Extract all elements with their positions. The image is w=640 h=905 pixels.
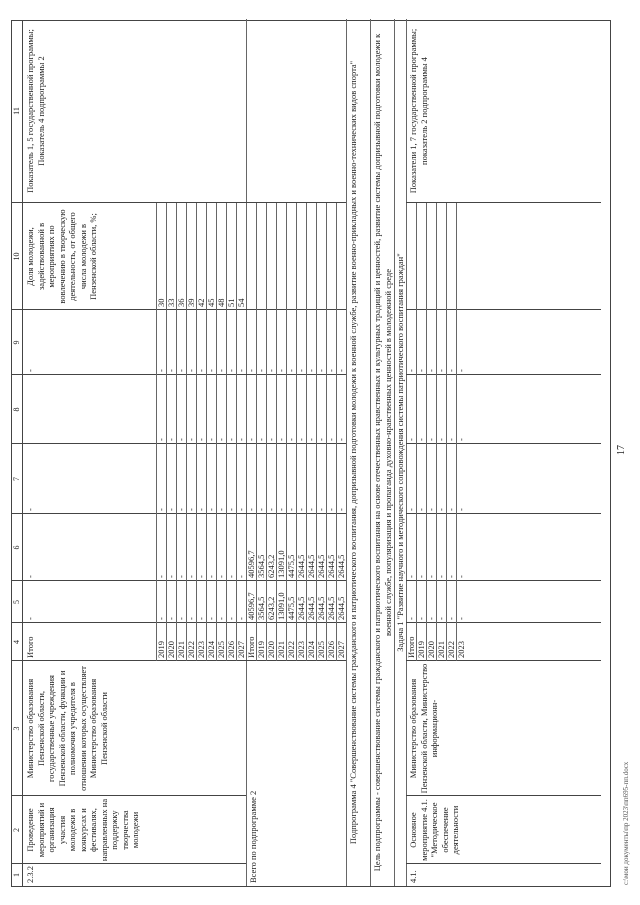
value-cell: 2644,5: [316, 554, 326, 578]
value-cell: -: [226, 617, 236, 620]
value-cell: -: [296, 508, 306, 511]
value-cell: -: [436, 575, 446, 578]
column-divider: [22, 580, 246, 581]
value-cell: -: [176, 575, 186, 578]
value-cell: -: [156, 438, 166, 441]
value-cell: -: [426, 438, 436, 441]
value-cell: 6243,2: [266, 554, 276, 578]
value-cell: 4475,5: [286, 596, 296, 620]
value-cell: -: [426, 508, 436, 511]
value-cell: -: [446, 438, 456, 441]
year-cell: 2021: [176, 641, 186, 658]
value-cell: 2644,5: [336, 596, 346, 620]
value-cell: -: [436, 438, 446, 441]
value-cell: -: [236, 438, 246, 441]
year-cell: 2021: [276, 641, 286, 658]
value-cell: -: [236, 617, 246, 620]
measure-name: Основное мероприятие 4.1. "Методическое обеспечение деятельности: [408, 799, 460, 861]
value-cell: -: [416, 508, 426, 511]
column-divider: [406, 863, 601, 864]
year-cell: 2024: [206, 641, 216, 658]
value-cell: -: [426, 575, 436, 578]
row-line: [156, 203, 157, 661]
value-cell: -: [416, 617, 426, 620]
value-cell: 2644,5: [336, 554, 346, 578]
indicator-value: 33: [166, 298, 176, 307]
value-cell: -: [206, 575, 216, 578]
year-cell: 2023: [296, 641, 306, 658]
value-cell: -: [236, 575, 246, 578]
value-cell: -: [196, 617, 206, 620]
indicator-value: 51: [226, 298, 236, 307]
row-line: [326, 203, 327, 661]
total-value: -: [406, 575, 416, 578]
row-line: [206, 203, 207, 661]
program-reference: Показатели 1, 7 государственной программы; показатель 2 подпрограммы 4: [408, 28, 429, 194]
row-line: [226, 203, 227, 661]
column-number: 5: [12, 600, 21, 604]
row-line: [296, 203, 297, 661]
value-cell: -: [436, 617, 446, 620]
measure-name: Проведение мероприятий и организация участия молодежи в конкурсах и фестивалях, направленных на поддержку творчества молодежи: [25, 798, 140, 862]
value-cell: 2644,5: [296, 554, 306, 578]
row-line: [266, 203, 267, 661]
row-line: [166, 203, 167, 661]
total-value: -: [406, 438, 416, 441]
value-cell: -: [166, 575, 176, 578]
row-line: [436, 203, 437, 661]
column-divider: [22, 660, 246, 661]
value-cell: -: [196, 508, 206, 511]
total-value: -: [25, 617, 35, 620]
value-cell: -: [336, 508, 346, 511]
total-value: -: [25, 508, 35, 511]
value-cell: -: [256, 438, 266, 441]
value-cell: -: [166, 617, 176, 620]
year-cell: 2019: [416, 641, 426, 658]
executor: Министерство образования Пензенской области, Министерство информационн-: [408, 663, 439, 794]
value-cell: -: [336, 438, 346, 441]
subprogram-goal: Цель подпрограммы - совершенствование системы гражданского и патриотического воспитания на основе отечественных нравственных и культурных традиций и ценностей, развитие системы допризывной подготовки молодежи к военной службе, популяризация и пропаганда духовно-нравственных ценностей в молодежной среде: [372, 33, 393, 872]
value-cell: -: [156, 508, 166, 511]
value-cell: -: [176, 617, 186, 620]
row-line: [216, 203, 217, 661]
column-number: 7: [12, 477, 21, 481]
value-cell: -: [416, 438, 426, 441]
indicator-value: 42: [196, 298, 206, 307]
value-cell: -: [266, 369, 276, 372]
column-number: 9: [12, 340, 21, 345]
column-number: 1: [12, 873, 21, 877]
year-cell: 2023: [456, 641, 466, 658]
year-cell: 2021: [436, 641, 446, 658]
value-cell: -: [226, 369, 236, 372]
row-line: [456, 203, 457, 661]
value-cell: -: [156, 617, 166, 620]
program-table: [11, 20, 611, 887]
footer-path: c:\мои документы\пр 2023\пп695-пп.docx: [622, 761, 630, 885]
column-divider: [12, 513, 22, 514]
year-cell: 2022: [186, 641, 196, 658]
value-cell: -: [296, 369, 306, 372]
total-value: -: [406, 369, 416, 372]
value-cell: 13091,0: [276, 592, 286, 620]
value-cell: -: [416, 575, 426, 578]
column-number: 8: [12, 407, 21, 412]
value-cell: -: [436, 369, 446, 372]
value-cell: 40596,7: [246, 592, 256, 620]
value-cell: 40596,7: [246, 550, 256, 578]
year-cell: 2025: [216, 641, 226, 658]
value-cell: 3564,5: [256, 596, 266, 620]
column-number: 10: [12, 252, 21, 261]
row-line: [256, 203, 257, 661]
year-cell: 2027: [236, 641, 246, 658]
value-cell: -: [446, 369, 456, 372]
value-cell: -: [276, 508, 286, 511]
indicator-text: Доля молодежи, задействованной в мероприятиях по вовлечению в творческую деятельность, от общего числа молодежи в Пензенской области, %;: [25, 209, 98, 304]
value-cell: 13091,0: [276, 550, 286, 578]
value-cell: -: [456, 508, 466, 511]
value-cell: -: [176, 438, 186, 441]
total-label: Итого: [406, 636, 416, 658]
value-cell: -: [436, 508, 446, 511]
value-cell: -: [326, 438, 336, 441]
value-cell: -: [446, 508, 456, 511]
row-number: 2.3.2: [25, 866, 35, 883]
value-cell: -: [336, 369, 346, 372]
value-cell: -: [326, 508, 336, 511]
value-cell: -: [216, 438, 226, 441]
value-cell: -: [226, 438, 236, 441]
row-line: [426, 203, 427, 661]
value-cell: -: [186, 438, 196, 441]
value-cell: -: [186, 575, 196, 578]
value-cell: -: [456, 575, 466, 578]
total-value: -: [25, 575, 35, 578]
column-divider: [22, 863, 246, 864]
row-line: [186, 203, 187, 661]
value-cell: -: [306, 508, 316, 511]
value-cell: 2644,5: [326, 596, 336, 620]
row-line: [176, 203, 177, 661]
row-line: [236, 203, 237, 661]
column-number: 11: [12, 107, 21, 115]
value-cell: 2644,5: [316, 596, 326, 620]
value-cell: -: [426, 369, 436, 372]
value-cell: -: [316, 438, 326, 441]
column-divider: [406, 795, 601, 796]
value-cell: -: [156, 575, 166, 578]
year-cell: 2020: [266, 641, 276, 658]
column-divider: [12, 443, 22, 444]
row-line: [370, 19, 371, 886]
value-cell: -: [166, 508, 176, 511]
value-cell: -: [186, 617, 196, 620]
column-divider: [12, 660, 22, 661]
column-divider: [22, 513, 246, 514]
value-cell: -: [266, 508, 276, 511]
value-cell: -: [246, 508, 256, 511]
year-cell: 2022: [446, 641, 456, 658]
indicator-value: 36: [176, 298, 186, 307]
value-cell: 2644,5: [306, 554, 316, 578]
value-cell: -: [186, 369, 196, 372]
value-cell: -: [216, 508, 226, 511]
row-line: [346, 19, 347, 886]
value-cell: -: [256, 508, 266, 511]
year-cell: 2022: [286, 641, 296, 658]
value-cell: -: [206, 438, 216, 441]
column-divider: [12, 202, 22, 203]
indicator-value: 39: [186, 298, 196, 307]
value-cell: -: [186, 508, 196, 511]
value-cell: -: [166, 369, 176, 372]
column-divider: [22, 202, 246, 203]
value-cell: -: [426, 617, 436, 620]
value-cell: -: [456, 617, 466, 620]
column-number: 3: [12, 726, 21, 731]
value-cell: -: [416, 369, 426, 372]
value-cell: -: [456, 369, 466, 372]
value-cell: -: [316, 508, 326, 511]
value-cell: -: [206, 508, 216, 511]
value-cell: -: [236, 508, 246, 511]
column-number: 4: [12, 640, 21, 644]
column-divider: [12, 309, 22, 310]
value-cell: -: [236, 369, 246, 372]
value-cell: -: [446, 575, 456, 578]
value-cell: -: [196, 575, 206, 578]
year-cell: 2020: [166, 641, 176, 658]
column-number: 6: [12, 545, 21, 550]
value-cell: -: [296, 438, 306, 441]
column-divider: [12, 622, 22, 623]
year-cell: 2024: [306, 641, 316, 658]
indicator-value: 30: [156, 298, 166, 307]
column-divider: [22, 795, 246, 796]
value-cell: -: [276, 369, 286, 372]
row-line: [246, 19, 247, 886]
column-divider: [22, 622, 246, 623]
value-cell: -: [306, 369, 316, 372]
row-line: [196, 203, 197, 661]
indicator-value: 54: [236, 298, 246, 307]
year-cell: 2025: [316, 641, 326, 658]
value-cell: -: [286, 369, 296, 372]
value-cell: -: [286, 438, 296, 441]
value-cell: -: [176, 508, 186, 511]
row-line: [336, 203, 337, 661]
executor: Министерство образования Пензенской области, государственные учреждения Пензенской области, функции и полномочия учредителя в отношении которых осуществляет Министерство образования Пензенской области: [25, 666, 109, 791]
value-cell: -: [326, 369, 336, 372]
row-number: 4.1.: [408, 870, 418, 883]
value-cell: -: [166, 438, 176, 441]
value-cell: -: [206, 369, 216, 372]
value-cell: -: [196, 369, 206, 372]
value-cell: 6243,2: [266, 596, 276, 620]
value-cell: -: [196, 438, 206, 441]
task-title: Задача 1 "Развитие научного и методического сопровождения системы патриотического воспитания граждан": [395, 253, 405, 652]
row-line: [306, 203, 307, 661]
value-cell: -: [456, 438, 466, 441]
total-value: -: [406, 508, 416, 511]
row-line: [286, 203, 287, 661]
indicator-value: 45: [206, 298, 216, 307]
value-cell: -: [216, 617, 226, 620]
value-cell: -: [256, 369, 266, 372]
value-cell: 4475,5: [286, 554, 296, 578]
row-line: [406, 19, 407, 886]
row-line: [416, 203, 417, 661]
page-number: 17: [616, 445, 627, 455]
year-cell: 2026: [226, 641, 236, 658]
value-cell: -: [216, 369, 226, 372]
value-cell: -: [246, 438, 256, 441]
subtotal-label: Всего по подпрограмме 2: [248, 790, 258, 883]
column-divider: [22, 374, 246, 375]
value-cell: -: [176, 369, 186, 372]
value-cell: -: [246, 369, 256, 372]
value-cell: -: [206, 617, 216, 620]
indicator-value: 48: [216, 298, 226, 307]
column-divider: [12, 580, 22, 581]
total-label: Итого: [25, 636, 35, 658]
column-divider: [12, 863, 22, 864]
value-cell: -: [276, 438, 286, 441]
row-line: [316, 203, 317, 661]
year-cell: 2027: [336, 641, 346, 658]
column-divider: [12, 374, 22, 375]
total-value: -: [25, 369, 35, 372]
value-cell: 2644,5: [306, 596, 316, 620]
value-cell: -: [226, 508, 236, 511]
subprogram-title: Подпрограмма 4 "Совершенствование системы гражданского и патриотического воспитания, допризывной подготовки молодежи к военной службе, развитие военно-прикладных и военно-технических видов спорта": [348, 60, 358, 845]
value-cell: -: [156, 369, 166, 372]
value-cell: -: [266, 438, 276, 441]
value-cell: 3564,5: [256, 554, 266, 578]
year-cell: 2020: [426, 641, 436, 658]
value-cell: 2644,5: [326, 554, 336, 578]
value-cell: -: [216, 575, 226, 578]
program-reference: Показатель 1, 5 государственной программы; Показатель 4 подпрограммы 2: [25, 29, 46, 193]
year-cell: 2019: [256, 641, 266, 658]
column-divider: [22, 443, 246, 444]
value-cell: -: [286, 508, 296, 511]
value-cell: -: [226, 575, 236, 578]
column-number: 2: [12, 828, 21, 832]
column-number-header: [12, 21, 23, 886]
column-divider: [22, 309, 246, 310]
value-cell: -: [316, 369, 326, 372]
year-cell: 2023: [196, 641, 206, 658]
row-line: [446, 203, 447, 661]
year-cell: Итого: [246, 636, 256, 658]
value-cell: -: [446, 617, 456, 620]
total-value: -: [406, 617, 416, 620]
year-cell: 2019: [156, 641, 166, 658]
value-cell: -: [306, 438, 316, 441]
year-cell: 2026: [326, 641, 336, 658]
value-cell: 2644,5: [296, 596, 306, 620]
column-divider: [12, 795, 22, 796]
